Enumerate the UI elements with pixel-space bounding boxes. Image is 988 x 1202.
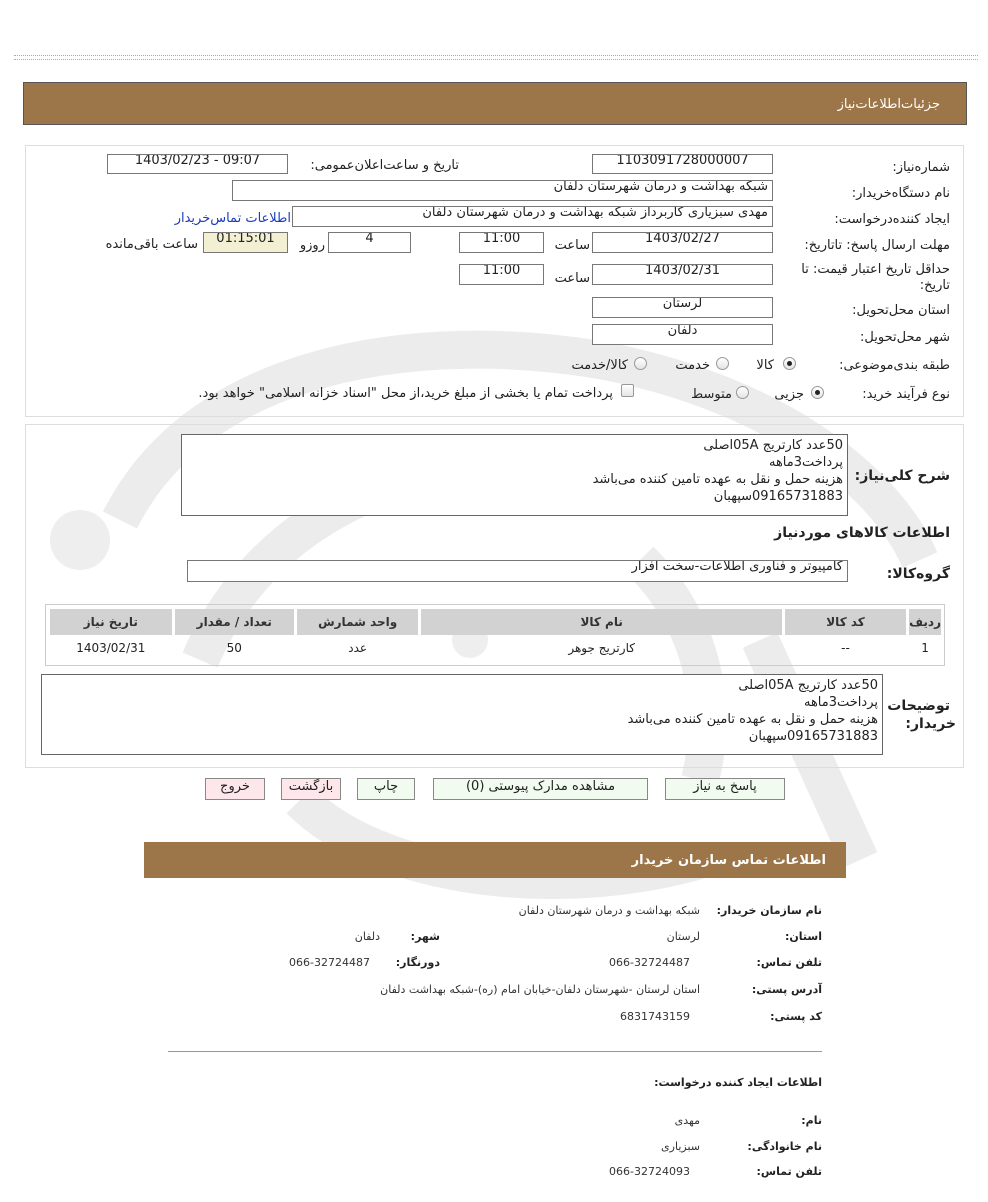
cell-qty: 50: [226, 641, 242, 655]
view-attachments-button[interactable]: مشاهده مدارک پیوستی (0): [433, 778, 648, 800]
buyer-notes-line: 09165731883سپهبان: [748, 729, 878, 744]
buyer-notes-line: هزینه حمل و نقل به عهده تامین کننده می‌باشد: [627, 712, 878, 727]
buyer-notes-label: توضیحات: [887, 698, 950, 714]
category-label: طبقه بندی‌موضوعی:: [839, 358, 950, 373]
table-row: [50, 635, 941, 661]
cell-unit: عدد: [348, 641, 368, 655]
summary-line: پرداخت3ماهه: [768, 455, 843, 470]
buyer-org-label: نام دستگاه‌خریدار:: [851, 186, 950, 201]
need-number-field: 1103091728000007: [592, 154, 773, 174]
announce-field: 1403/02/23 - 09:07: [107, 154, 288, 174]
col-row: ردیف: [909, 609, 941, 635]
creator-section-title: اطلاعات ایجاد کننده درخواست:: [654, 1076, 822, 1089]
remaining-time-label: ساعت باقی‌مانده: [105, 237, 198, 252]
category-radio-service[interactable]: [716, 357, 729, 370]
goods-table-header: [50, 609, 941, 635]
col-qty: تعداد / مقدار: [175, 609, 294, 635]
col-date: تاریخ نیاز: [50, 609, 172, 635]
page-header: [23, 82, 967, 125]
days-label: روزو: [299, 238, 325, 253]
contact-fax-label: دورنگار:: [395, 956, 440, 969]
contact-phone-value: 066-32724487: [609, 956, 690, 969]
buyer-notes-line: پرداخت3ماهه: [803, 695, 878, 710]
deadline-label: مهلت ارسال پاسخ: تاتاریخ:: [804, 238, 950, 253]
contact-divider: [168, 1051, 822, 1052]
reply-button[interactable]: پاسخ به نیاز: [665, 778, 785, 800]
summary-line: هزینه حمل و نقل به عهده تامین کننده می‌باشد: [592, 472, 843, 487]
contact-section-title: اطلاعات تماس سازمان خریدار: [631, 853, 826, 868]
contact-fax-value: 066-32724487: [289, 956, 370, 969]
process-label: نوع فرآیند خرید:: [862, 387, 950, 402]
contact-address-value: استان لرستان -شهرستان دلفان-خیابان امام (ره)-شبکه بهداشت دلفان: [380, 983, 700, 996]
exit-button[interactable]: خروج: [205, 778, 265, 800]
contact-province-label: استان:: [785, 930, 822, 943]
validity-date-field: 1403/02/31: [592, 264, 773, 285]
contact-phone-label: تلفن تماس:: [756, 956, 822, 969]
cell-name: کارتریج جوهر: [568, 641, 635, 655]
buyer-notes-label-2: خریدار:: [905, 716, 956, 732]
requester-label: ایجاد کننده‌درخواست:: [834, 212, 950, 227]
goods-group-field: کامپیوتر و فناوری اطلاعات-سخت افزار: [187, 560, 848, 582]
remaining-time-field: 01:15:01: [203, 232, 288, 253]
creator-phone-label: تلفن تماس:: [756, 1165, 822, 1178]
deadline-time-label: ساعت: [554, 238, 590, 253]
cell-row: 1: [921, 641, 929, 655]
col-name: نام کالا: [421, 609, 782, 635]
goods-table: [47, 609, 944, 661]
validity-label: حداقل تاریخ اعتبار قیمت: تا تاریخ:: [801, 262, 950, 293]
city-field: دلفان: [592, 324, 773, 345]
city-label: شهر محل‌تحویل:: [860, 330, 950, 345]
process-radio-medium[interactable]: [736, 386, 749, 399]
contact-province-value: لرستان: [666, 930, 700, 943]
buyer-notes-line: 50عدد کارتریج 05Aاصلی: [738, 678, 878, 693]
buyer-contact-link[interactable]: اطلاعات تماس‌خریدار: [174, 211, 291, 226]
creator-family-value: سبزیاری: [661, 1140, 700, 1153]
contact-section-header: [144, 842, 846, 878]
category-option-goods: کالا: [756, 358, 774, 373]
col-unit: واحد شمارش: [297, 609, 418, 635]
contact-city-value: دلفان: [354, 930, 380, 943]
contact-postal-label: کد پستی:: [770, 1010, 822, 1023]
summary-line: 09165731883سپهبان: [713, 489, 843, 504]
process-radio-minor[interactable]: [811, 386, 824, 399]
contact-address-label: آدرس پستی:: [751, 983, 822, 996]
page-title: جزئیات‌اطلاعات‌نیاز: [837, 97, 940, 112]
back-button[interactable]: بازگشت: [281, 778, 341, 800]
buyer-notes-text: [41, 674, 883, 755]
creator-phone-value: 066-32724093: [609, 1165, 690, 1178]
creator-name-value: مهدی: [674, 1114, 700, 1127]
validity-time-label: ساعت: [554, 271, 590, 286]
top-divider: [14, 55, 978, 60]
process-option-minor: جزیی: [774, 387, 804, 402]
summary-line: 50عدد کارتریج 05Aاصلی: [703, 438, 843, 453]
summary-label: شرح کلی‌نیاز:: [854, 468, 950, 484]
col-code: کد کالا: [785, 609, 906, 635]
contact-org-label: نام سازمان خریدار:: [716, 904, 822, 917]
print-button[interactable]: چاپ: [357, 778, 415, 800]
summary-text: [181, 434, 848, 516]
announce-label: تاریخ و ساعت‌اعلان‌عمومی:: [310, 158, 459, 173]
province-label: استان محل‌تحویل:: [852, 303, 950, 318]
deadline-date-field: 1403/02/27: [592, 232, 773, 253]
days-field: 4: [328, 232, 411, 253]
category-radio-goods-service[interactable]: [634, 357, 647, 370]
creator-name-label: نام:: [801, 1114, 822, 1127]
category-radio-goods[interactable]: [783, 357, 796, 370]
process-option-medium: متوسط: [691, 387, 732, 402]
validity-time-field: 11:00: [459, 264, 544, 285]
contact-city-label: شهر:: [410, 930, 440, 943]
buyer-org-field: شبکه بهداشت و درمان شهرستان دلفان: [232, 180, 773, 201]
treasury-payment-checkbox[interactable]: [621, 384, 634, 397]
cell-code: --: [841, 641, 850, 655]
category-option-service: خدمت: [675, 358, 710, 373]
category-option-goods-service: کالا/خدمت: [571, 358, 628, 373]
contact-postal-value: 6831743159: [620, 1010, 690, 1023]
cell-date: 1403/02/31: [76, 641, 146, 655]
creator-family-label: نام خانوادگی:: [747, 1140, 822, 1153]
contact-org-value: شبکه بهداشت و درمان شهرستان دلفان: [518, 904, 700, 917]
requester-field: مهدی سبزیاری کاربرداز شبکه بهداشت و درمان شهرستان دلفان: [292, 206, 773, 227]
province-field: لرستان: [592, 297, 773, 318]
deadline-time-field: 11:00: [459, 232, 544, 253]
goods-section-title: اطلاعات کالاهای موردنیاز: [774, 525, 950, 541]
need-number-label: شماره‌نیاز:: [892, 160, 950, 175]
treasury-payment-note: پرداخت تمام یا بخشی از مبلغ خرید،از محل "اسناد خزانه اسلامی" خواهد بود.: [198, 386, 613, 401]
goods-group-label: گروه‌کالا:: [886, 566, 950, 582]
